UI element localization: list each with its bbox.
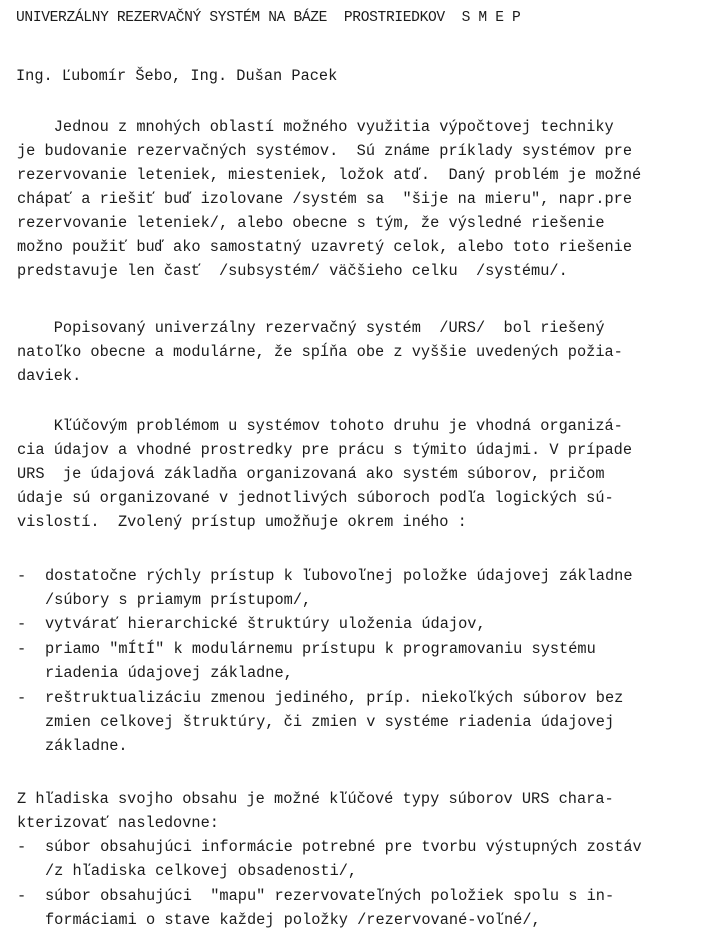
paragraph-line: údaje sú organizované v jednotlivých súboroch podľa logických sú- (17, 489, 614, 507)
list-item-line: formáciami o stave každej položky /rezervované-voľné/, (45, 911, 541, 929)
list-item-line: reštruktualizáciu zmenou jediného, príp. niekoľkých súborov bez (45, 689, 624, 707)
list-item-line: základne. (45, 737, 128, 755)
paragraph-line: chápať a riešiť buď izolovane /systém sa "šije na mieru", napr.pre (17, 190, 633, 208)
paragraph-line: URS je údajová základňa organizovaná ako systém súborov, pričom (17, 465, 605, 483)
paragraph-line: daviek. (17, 367, 82, 385)
paragraph-line: natoľko obecne a modulárne, že spĺňa obe z vyššie uvedených požia- (17, 343, 623, 361)
list-item-line: riadenia údajovej základne, (45, 664, 293, 682)
paragraph-line: Jednou z mnohých oblastí možného využitia výpočtovej techniky (17, 118, 614, 136)
list-item-line: súbor obsahujúci informácie potrebné pre tvorbu výstupných zostáv (45, 838, 642, 856)
paragraph-line: kterizovať nasledovne: (17, 814, 219, 832)
bullet-dash: - (17, 567, 27, 585)
list-item-line: súbor obsahujúci "mapu" rezervovateľných položiek spolu s in- (45, 887, 615, 905)
list-item-line: /súbory s priamym prístupom/, (45, 591, 312, 609)
paragraph-line: vislostí. Zvolený prístup umožňuje okrem iného : (17, 513, 467, 531)
bullet-dash: - (17, 689, 27, 707)
paragraph-line: Kľúčovým problémom u systémov tohoto druhu je vhodná organizá- (17, 417, 623, 435)
paragraph-line: cia údajov a vhodné prostredky pre prácu s týmito údajmi. V prípade (17, 441, 633, 459)
bullet-dash: - (17, 615, 27, 633)
paragraph-line: predstavuje len časť /subsystém/ väčšieho celku /systému/. (17, 262, 568, 280)
paragraph-line: Z hľadiska svojho obsahu je možné kľúčové typy súborov URS chara- (17, 790, 614, 808)
paragraph-line: rezervovanie leteniek/, alebo obecne s tým, že výsledné riešenie (17, 214, 605, 232)
bullet-dash: - (17, 838, 27, 856)
list-item-line: priamo "mÍtÍ" k modulárnemu prístupu k programovaniu systému (45, 640, 596, 658)
paragraph-line: možno použiť buď ako samostatný uzavretý celok, alebo toto riešenie (17, 238, 633, 256)
list-item-line: zmien celkovej štruktúry, či zmien v systéme riadenia údajovej (45, 713, 615, 731)
list-item-line: dostatočne rýchly prístup k ľubovoľnej položke údajovej základne (45, 567, 633, 585)
list-item-line: /z hľadiska celkovej obsadenosti/, (45, 862, 358, 880)
bullet-dash: - (17, 640, 27, 658)
paragraph-line: rezervovanie leteniek, miesteniek, ložok atď. Daný problém je možné (17, 166, 642, 184)
document-authors: Ing. Ľubomír Šebo, Ing. Dušan Pacek (16, 67, 338, 85)
bullet-dash: - (17, 887, 27, 905)
paragraph-line: je budovanie rezervačných systémov. Sú známe príklady systémov pre (17, 142, 633, 160)
document-title: UNIVERZÁLNY REZERVAČNÝ SYSTÉM NA BÁZE PROSTRIEDKOV S M E P (16, 10, 521, 26)
paragraph-line: Popisovaný univerzálny rezervačný systém /URS/ bol riešený (17, 319, 605, 337)
list-item-line: vytvárať hierarchické štruktúry uloženia údajov, (45, 615, 486, 633)
